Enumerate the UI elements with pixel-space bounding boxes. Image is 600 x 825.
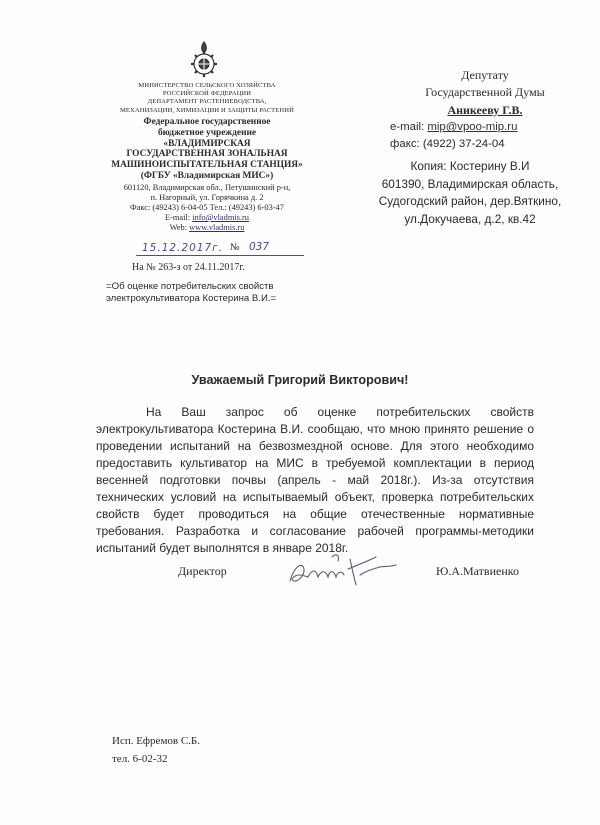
subject-line: электрокультиватора Костерина В.И.= <box>106 292 277 304</box>
web-link[interactable]: www.vladmis.ru <box>189 223 245 233</box>
email-row <box>92 213 322 223</box>
organization-address <box>92 183 322 233</box>
ministry-line: МИНИСТЕРСТВО СЕЛЬСКОГО ХОЗЯЙСТВА <box>138 82 276 89</box>
ministry-line: РОССИЙСКОЙ ФЕДЕРАЦИИ <box>162 90 252 98</box>
subject-line: =Об оценке потребительских свойств <box>106 281 274 292</box>
web-label: Web: <box>169 223 188 233</box>
addressee-email-link[interactable]: mip@vpoo-mip.ru <box>427 121 518 134</box>
org-line: Федеральное государственное <box>143 116 271 127</box>
addressee-position: Депутату <box>461 68 509 82</box>
address-line: Факс: (49243) 6-04-05 Тел.: (49243) 6-03-47 <box>130 202 284 212</box>
gear-wheat-emblem-icon <box>187 40 221 80</box>
org-line: МАШИНОИСПЫТАТЕЛЬНАЯ СТАНЦИЯ» <box>111 160 303 171</box>
ministry-line: ДЕПАРТАМЕНТ РАСТЕНИЕВОДСТВА, <box>147 98 267 106</box>
ministry-line: МЕХАНИЗАЦИИ, ХИМИЗАЦИИ И ЗАЩИТЫ РАСТЕНИЙ <box>119 106 295 114</box>
org-line: ГОСУДАРСТВЕННАЯ ЗОНАЛЬНАЯ <box>126 149 288 160</box>
addressee-block <box>380 67 590 152</box>
web-row <box>92 223 322 233</box>
copy-line: Копия: Костерину В.И <box>410 159 530 173</box>
copy-line: ул.Докучаева, д.2, кв.42 <box>404 212 536 227</box>
registration-number: 037 <box>249 241 270 253</box>
organization-name <box>92 117 322 182</box>
executor-name: Исп. Ефремов С.Б. <box>112 735 200 747</box>
number-sign: № <box>230 242 240 253</box>
handwritten-signature-icon <box>272 547 412 595</box>
registration-line <box>136 240 306 258</box>
copy-recipient <box>350 158 590 229</box>
copy-line: 601390, Владимирская область, <box>381 176 559 191</box>
letter-subject <box>106 281 336 305</box>
signature-block <box>0 561 600 601</box>
org-line: (ФГБУ «Владимирская МИС») <box>140 171 274 181</box>
letterhead <box>92 82 322 233</box>
copy-line: Судогодский район, дер.Вяткино, <box>378 194 562 209</box>
addressee-email-label: e-mail: <box>390 121 425 134</box>
on-reference: На № 263-з от 24.11.2017г. <box>132 262 245 273</box>
address-line: п. Нагорный, ул. Горячкина д. 2 <box>150 192 264 202</box>
addressee-name: Аникееву Г.В. <box>447 102 523 117</box>
org-line: «ВЛАДИМИРСКАЯ <box>163 138 251 149</box>
signer-name: Ю.А.Матвиенко <box>436 564 519 578</box>
address-line: 601120, Владимирская обл., Петушинский р-н, <box>123 182 291 192</box>
org-line: бюджетное учреждение <box>157 127 257 138</box>
salutation: Уважаемый Григорий Викторович! <box>191 373 409 387</box>
letter-body: На Ваш запрос об оценке потребительских свойств электрокультиватора Костерина В.И. сообщаю, что мною принято решение о проведении испытаний на безвозмездной основе. Для этого необходимо предоставить культиватор на МИС в требуемой комплектации в период весенней подготовки почвы (апрель - май 2018г.). Из-за отсутствия технических условий на испытываемый объект, проверка потребительских свойств будет проводиться на общие отечественные нормативные требования. Разработка и согласование рабочей программы-методики испытаний будет выполнятся в январе 2018г. <box>96 405 534 555</box>
addressee-contacts <box>380 119 590 152</box>
registration-underline <box>136 255 304 256</box>
ministry-block <box>92 82 322 115</box>
executor-block <box>112 733 200 768</box>
email-label: E-mail: <box>164 213 191 223</box>
registration-date: 15.12.2017г. <box>142 242 223 254</box>
addressee-fax: факс: (4922) 37-24-04 <box>390 137 505 150</box>
addressee-email-row <box>390 119 590 136</box>
email-link[interactable]: info@vladmis.ru <box>192 213 249 223</box>
addressee-organization: Государственной Думы <box>425 85 545 100</box>
executor-phone: тел. 6-02-32 <box>112 752 168 765</box>
signer-title: Директор <box>178 564 227 578</box>
